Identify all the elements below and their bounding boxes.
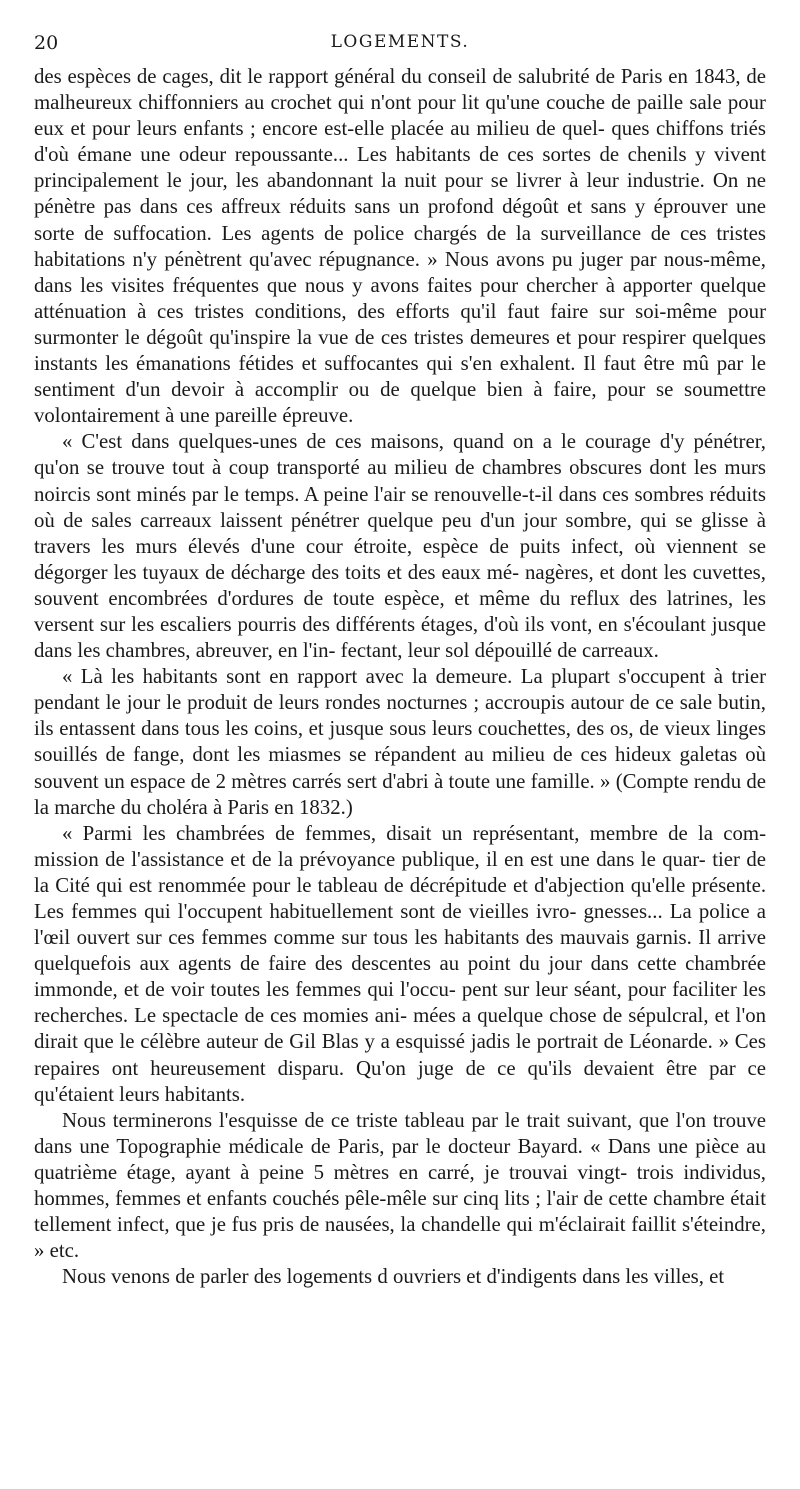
text-line: pareille épreuve. (214, 404, 354, 428)
text-line: murs noircis sont minés par le temps. A peine l'air se renouvelle-t-il dans ces (34, 456, 766, 506)
text-line: mées a quelque chose de sépulcral, et l'on dirait que le célèbre auteur de Gil (34, 1004, 767, 1054)
text-line: 1843, de malheureux chiffonniers au crochet qui n'ont pour lit qu'une couche de (34, 65, 767, 115)
text-line: disparu. Qu'on juge de ce qu'ils devaient être par ce qu'étaient leurs habitants. (34, 1056, 766, 1106)
text-line: Blas y a esquissé jadis le portrait de Léonarde. » Ces repaires ont heureusement (34, 1030, 766, 1080)
text-line: avons pu juger par nous-même, dans les visites fréquentes que nous y avons faites (34, 247, 766, 297)
paragraph (34, 1264, 766, 1290)
text-line: qu'elle présente. Les femmes qui l'occupent habituellement sont de vieilles ivro- (34, 873, 767, 923)
text-line: surveillance de ces tristes habitations n'y pénètrent qu'avec répugnance. » Nous (34, 221, 766, 271)
text-line: os, de vieux linges souillés de fange, dont les miasmes se répandent au milieu de (34, 717, 766, 767)
text-line: ques chiffons triés d'où émane une odeur repoussante... Les habitants de ces sortes (34, 117, 766, 167)
page-number: 20 (34, 32, 59, 54)
text-line: de cette chambre était tellement infect, que je fus pris de nausées, la chandelle (34, 1187, 766, 1237)
text-line: Nous venons de parler des logements d ouvriers et d'indigents dans les villes, et (62, 1265, 725, 1289)
text-line: qu'il faut faire sur soi-même pour surmonter le dégoût qu'inspire la vue de ces (34, 299, 766, 349)
text-line: même du reflux des latrines, les versent sur les escaliers pourris des différents (34, 586, 766, 636)
text-line: pour chercher à apporter quelque atténuation à ces tristes conditions, des efforts (34, 273, 766, 323)
text-line: tier de la Cité qui est renommée pour le tableau de décrépitude et d'abjection (34, 847, 766, 897)
text-line: « Parmi les chambrées de femmes, disait un représentant, membre de la com- (62, 821, 766, 845)
paragraph (34, 64, 766, 429)
text-line: trouve dans une Topographie médicale de Paris, par le docteur Bayard. « Dans (34, 1108, 767, 1158)
text-line: « C'est dans quelques-unes de ces maisons, quand on a le courage d'y pénétrer, (62, 430, 766, 454)
text-line: sale butin, ils entassent dans tous les coins, et jusque sous leurs couchettes, des (34, 691, 766, 741)
text-line: sombre, qui se glisse à travers les murs élevés d'une cour étroite, espèce de puits (34, 508, 766, 558)
text-line: famille. » (Compte rendu de la marche du choléra à Paris en 1832.) (34, 769, 767, 819)
text-line: à leur industrie. On ne pénètre pas dans ces affreux réduits sans un profond dégoût (34, 169, 766, 219)
text-line: qu'on se trouve tout à coup transporté au milieu de chambres obscures dont les (34, 456, 717, 480)
text-line: infect, où viennent se dégorger les tuyaux de décharge des toits et des eaux mé- (34, 534, 766, 584)
text-line: paille sale pour eux et pour leurs enfants ; encore est-elle placée au milieu de quel- (34, 91, 766, 141)
text-line: du jour dans cette chambrée immonde, et de voir toutes les femmes qui l'occu- (34, 952, 766, 1002)
text-line: mauvais garnis. Il arrive quelquefois aux agents de faire des descentes au point (34, 926, 767, 976)
text-line: de chenils y vivent principalement le jour, les abandonnant la nuit pour se livrer (34, 143, 766, 193)
text-line: trier pendant le jour le produit de leurs rondes nocturnes ; accroupis autour de ce (34, 665, 766, 715)
paragraph (34, 429, 766, 664)
text-line: et sans y éprouver une sorte de suffocation. Les agents de police chargés de la (34, 195, 767, 245)
text-line: nagères, et dont les cuvettes, souvent encombrées d'ordures de toute espèce, et (34, 560, 766, 610)
text-line: tristes demeures et pour respirer quelques instants les émanations fétides et (34, 325, 767, 376)
text-line: fectant, leur sol dépouillé de carreaux. (340, 639, 659, 663)
text-line: accomplir ou de quelque bien à faire, pour se soumettre volontairement à une (34, 378, 767, 428)
text-line: étages, d'où ils vont, en s'écoulant jusque dans les chambres, abreuver, en l'in- (34, 612, 766, 663)
page-header (34, 30, 766, 58)
text-line: pent sur leur séant, pour faciliter les recherches. Le spectacle de ces momies ani- (34, 978, 767, 1028)
text-line: mission de l'assistance et de la prévoyance publique, il en est une dans le quar- (34, 847, 706, 871)
paragraph (34, 821, 766, 1108)
text-line: une pièce au quatrième étage, ayant à peine 5 mètres en carré, je trouvai vingt- (34, 1134, 766, 1184)
text-line: « Là les habitants sont en rapport avec la demeure. La plupart s'occupent à (62, 665, 723, 689)
paragraph (34, 1108, 766, 1265)
text-line: Nous terminerons l'esquisse de ce triste tableau par le trait suivant, que l'on (62, 1108, 707, 1132)
running-title: LOGEMENTS. (330, 32, 470, 52)
paragraph (34, 664, 766, 821)
text-line: trois individus, hommes, femmes et enfants couchés pêle-mêle sur cinq lits ; l'air (34, 1160, 766, 1211)
text-line: gnesses... La police a l'œil ouvert sur ces femmes comme sur tous les habitants des (34, 900, 766, 950)
body-text (34, 64, 766, 1290)
text-line: sombres réduits où de sales carreaux laissent pénétrer quelque peu d'un jour (34, 482, 766, 532)
text-line: ces hideux galetas où souvent un espace de 2 mètres carrés sert d'abri à toute une (34, 743, 766, 793)
text-line: des espèces de cages, dit le rapport général du conseil de salubrité de Paris en (34, 65, 688, 88)
text-line: qui m'éclairait faillit s'éteindre, » etc. (34, 1213, 766, 1263)
text-line: suffocantes qui s'en exhalent. Il faut être mû par le sentiment d'un devoir à (34, 352, 766, 402)
